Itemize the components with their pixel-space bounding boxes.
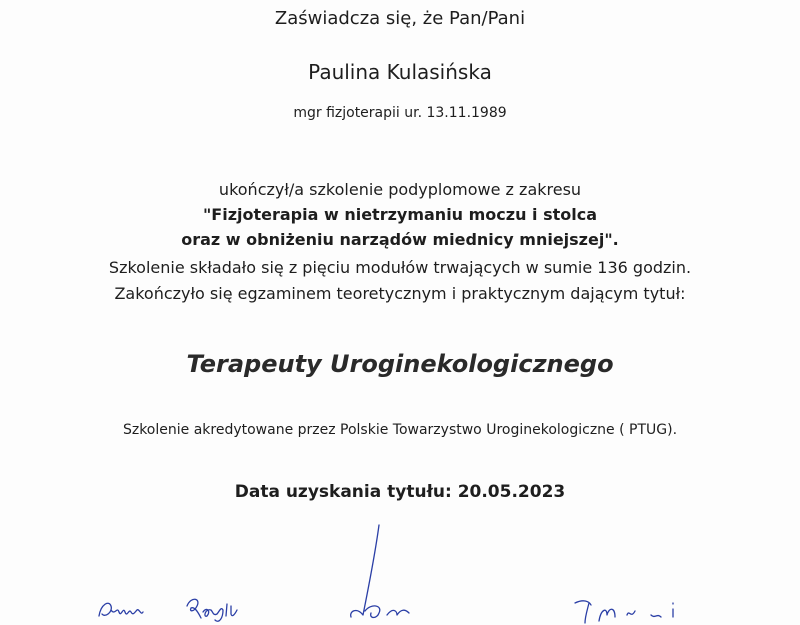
recipient-degree: mgr fizjoterapii ur. 13.11.1989: [293, 105, 507, 121]
center-signature: [335, 515, 445, 625]
recipient-name: Paulina Kulasińska: [308, 60, 492, 84]
accreditation-text: Szkolenie akredytowane przez Polskie Towarzystwo Uroginekologiczne ( PTUG).: [122, 422, 678, 438]
left-signature: [95, 592, 265, 625]
course-title-line-1: "Fizjoterapia w nietrzymaniu moczu i stolca: [202, 205, 598, 224]
certificate-intro: Zaświadcza się, że Pan/Pani: [274, 8, 526, 29]
date-awarded: Data uzyskania tytułu: 20.05.2023: [234, 482, 566, 502]
modules-text: Szkolenie składało się z pięciu modułów trwających w sumie 136 godzin.: [108, 258, 692, 277]
course-intro: ukończył/a szkolenie podyplomowe z zakresu: [218, 180, 582, 199]
course-title-line-2: oraz w obniżeniu narządów miednicy mniejszej".: [181, 230, 619, 249]
awarded-title: Terapeuty Uroginekologicznego: [186, 350, 614, 378]
exam-text: Zakończyło się egzaminem teoretycznym i praktycznym dającym tytuł:: [114, 284, 686, 303]
right-signature: [565, 595, 695, 625]
